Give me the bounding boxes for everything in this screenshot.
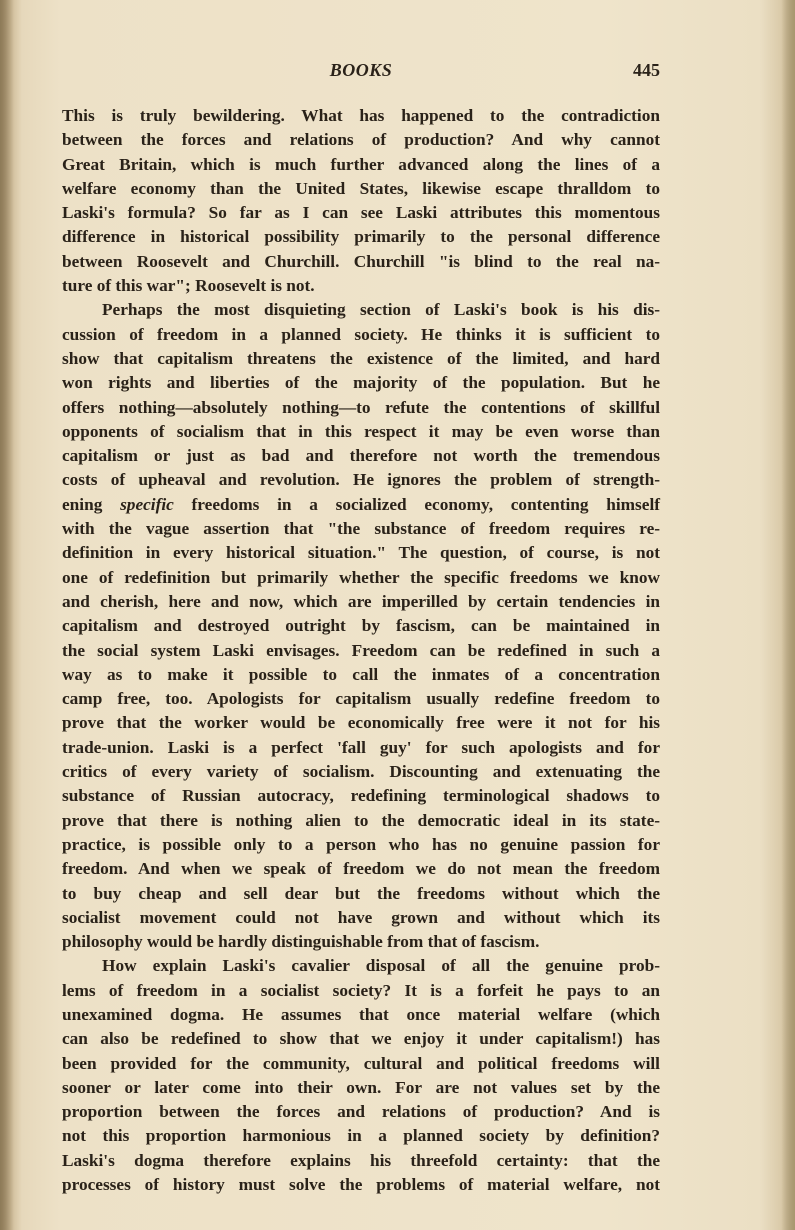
page-number: 445	[633, 60, 660, 80]
text-line: ening specific freedoms in a socialized economy, contenting himself	[62, 494, 661, 514]
text-line: the social system Laski envisages. Freedom can be redefined in such a	[62, 640, 660, 660]
page-edge-shadow	[781, 0, 795, 1230]
text-line: freedom. And when we speak of freedom we do not mean the freedom	[62, 859, 660, 879]
emphasis-text: specific	[120, 494, 174, 514]
text-line: Laski's formula? So far as I can see Laski attributes this momentous	[62, 203, 660, 223]
page-header	[62, 60, 660, 90]
running-head: BOOKS	[329, 60, 393, 80]
text-line: lems of freedom in a socialist society? It is a forfeit he pays to an	[62, 980, 660, 1000]
text-line: to buy cheap and sell dear but the freedoms without which the	[62, 883, 660, 903]
text-line: not this proportion harmonious in a planned society by definition?	[62, 1126, 660, 1146]
text-line: critics of every variety of socialism. Discounting and extenuating the	[62, 762, 660, 782]
text-line: trade-union. Laski is a perfect 'fall guy' for such apologists and for	[62, 737, 660, 757]
text-line: unexamined dogma. He assumes that once material welfare (which	[62, 1004, 660, 1024]
text-line: substance of Russian autocracy, redefining terminological shadows to	[62, 786, 660, 806]
text-line: Laski's dogma therefore explains his threefold certainty: that the	[62, 1150, 660, 1170]
body-text	[62, 104, 660, 1197]
text-line: camp free, too. Apologists for capitalism usually redefine freedom to	[62, 689, 660, 709]
text-line: show that capitalism threatens the existence of the limited, and hard	[62, 348, 660, 368]
text-line: definition in every historical situation." The question, of course, is not	[62, 543, 660, 563]
text-line: processes of history must solve the problems of material welfare, not	[62, 1175, 660, 1195]
text-line: capitalism or just as bad and therefore not worth the tremendous	[62, 446, 660, 466]
text-line: offers nothing—absolutely nothing—to refute the contentions of skillful	[62, 397, 660, 417]
text-line: practice, is possible only to a person who has no genuine passion for	[62, 834, 660, 854]
text-line: prove that the worker would be economically free were it not for his	[62, 713, 660, 733]
text-line: one of redefinition but primarily whether the specific freedoms we know	[62, 567, 660, 587]
text-line: ture of this war"; Roosevelt is not.	[62, 276, 315, 296]
text-line: Perhaps the most disquieting section of Laski's book is his dis-	[102, 300, 660, 320]
text-line: sooner or later come into their own. For are not values set by the	[62, 1077, 660, 1097]
text-line: difference in historical possibility primarily to the personal difference	[62, 227, 660, 247]
text-line: been provided for the community, cultural and political freedoms will	[62, 1053, 660, 1073]
text-line: between Roosevelt and Churchill. Churchill "is blind to the real na-	[62, 251, 660, 271]
text-line: costs of upheaval and revolution. He ignores the problem of strength-	[62, 470, 660, 490]
text-line: proportion between the forces and relations of production? And is	[62, 1102, 660, 1122]
text-line: and cherish, here and now, which are imperilled by certain tendencies in	[62, 591, 660, 611]
text-line: cussion of freedom in a planned society. He thinks it is sufficient to	[62, 324, 660, 344]
text-line: philosophy would be hardly distinguishable from that of fascism.	[62, 932, 540, 952]
text-line: prove that there is nothing alien to the democratic ideal in its state-	[62, 810, 660, 830]
gutter-shadow	[0, 0, 14, 1230]
text-line: between the forces and relations of production? And why cannot	[62, 130, 660, 150]
text-line: can also be redefined to show that we enjoy it under capitalism!) has	[62, 1029, 660, 1049]
text-line: socialist movement could not have grown and without which its	[62, 907, 660, 927]
text-line: won rights and liberties of the majority of the population. But he	[62, 373, 660, 393]
text-line: way as to make it possible to call the inmates of a concentration	[62, 664, 660, 684]
text-line: opponents of socialism that in this respect it may be even worse than	[62, 421, 660, 441]
text-line: How explain Laski's cavalier disposal of all the genuine prob-	[102, 956, 660, 976]
text-line: welfare economy than the United States, likewise escape thralldom to	[62, 178, 660, 198]
text-line: This is truly bewildering. What has happened to the contradiction	[62, 106, 660, 125]
text-line: with the vague assertion that "the substance of freedom requires re-	[62, 519, 660, 539]
text-line: Great Britain, which is much further advanced along the lines of a	[62, 154, 660, 174]
text-line: capitalism and destroyed outright by fascism, can be maintained in	[62, 616, 660, 636]
